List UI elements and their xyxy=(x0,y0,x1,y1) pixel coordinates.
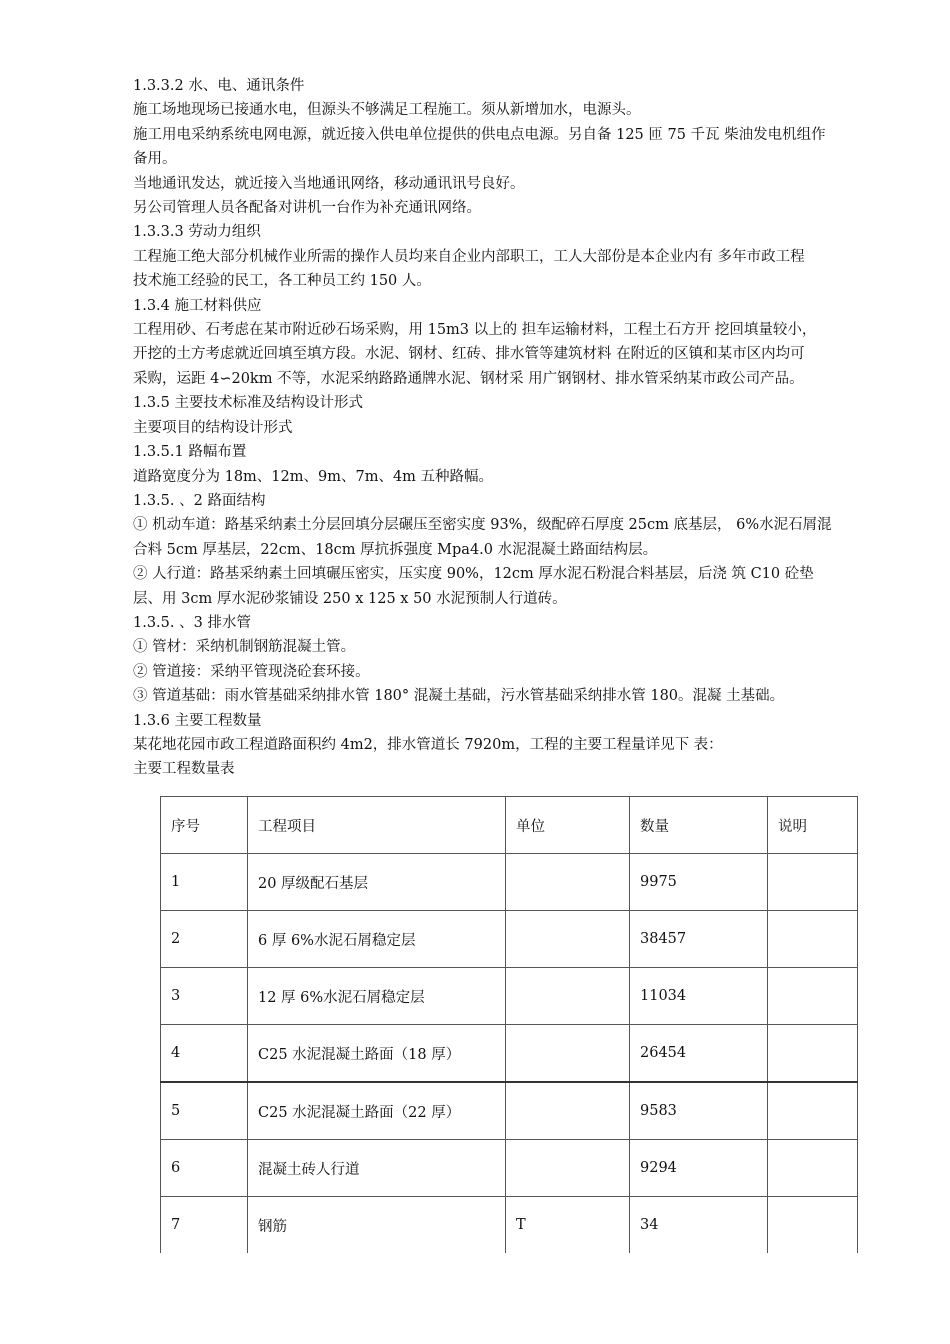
paragraph-line: 施工用电采纳系统电网电源，就近接入供电单位提供的供电点电源。另自备 125 匝 75 千瓦 柴油发电机组作 xyxy=(133,126,826,143)
cell-item: C25 水泥混凝土路面（22 厚） xyxy=(248,1082,506,1140)
cell-item: C25 水泥混凝土路面（18 厚） xyxy=(248,1025,506,1083)
header-cell-quantity: 数量 xyxy=(630,797,768,854)
header-cell-unit: 单位 xyxy=(506,797,630,854)
paragraph-line: 施工场地现场已接通水电，但源头不够满足工程施工。须从新增加水，电源头。 xyxy=(133,102,641,119)
cell-notes xyxy=(768,1140,858,1197)
table-row xyxy=(161,1197,858,1254)
table-caption: 主要工程数量表 xyxy=(133,761,235,778)
cell-unit xyxy=(506,1082,630,1140)
heading-drainage-pipe: 1.3.5. 、3 排水管 xyxy=(133,614,251,631)
paragraph-line: 采购，运距 4∽20km 不等，水泥采纳路路通牌水泥、钢材采 用广钢钢材、排水管采纳某市政公司产品。 xyxy=(133,370,804,387)
heading-material-supply: 1.3.4 施工材料供应 xyxy=(133,297,262,314)
paragraph-line: 合料 5cm 厚基层，22cm、18cm 厚抗拆强度 Mpa4.0 水泥混凝土路面结构层。 xyxy=(133,541,658,558)
table-row xyxy=(161,1082,858,1140)
cell-quantity: 26454 xyxy=(630,1025,768,1083)
cell-unit xyxy=(506,911,630,968)
cell-item: 12 厚 6%水泥石屑稳定层 xyxy=(248,968,506,1025)
paragraph-line: 层、用 3cm 厚水泥砂浆铺设 250 x 125 x 50 水泥预制人行道砖。 xyxy=(133,590,567,607)
paragraph-line: 技术施工经验的民工，各工种员工约 150 人。 xyxy=(133,273,431,290)
cell-notes xyxy=(768,1197,858,1254)
paragraph-line: 某花地花园市政工程道路面积约 4m2，排水管道长 7920m，工程的主要工程量详见下 表： xyxy=(133,736,723,753)
paragraph-line: 开挖的土方考虑就近回填至填方段。水泥、钢材、红砖、排水管等建筑材料 在附近的区镇和某市区内均可 xyxy=(133,346,805,363)
cell-notes xyxy=(768,911,858,968)
cell-item: 20 厚级配石基层 xyxy=(248,854,506,911)
cell-item: 钢筋 xyxy=(248,1197,506,1254)
table-row xyxy=(161,1025,858,1083)
cell-quantity: 9975 xyxy=(630,854,768,911)
cell-notes xyxy=(768,1082,858,1140)
paragraph-line: 主要项目的结构设计形式 xyxy=(133,419,293,436)
heading-pavement-structure: 1.3.5. 、2 路面结构 xyxy=(133,492,266,509)
cell-quantity: 38457 xyxy=(630,911,768,968)
cell-index: 2 xyxy=(161,911,248,968)
cell-index: 7 xyxy=(161,1197,248,1254)
cell-notes xyxy=(768,968,858,1025)
table-row xyxy=(161,1140,858,1197)
cell-unit xyxy=(506,968,630,1025)
cell-unit xyxy=(506,854,630,911)
list-item: ② 人行道：路基采纳素土回填碾压密实，压实度 90%，12cm 厚水泥石粉混合料基层，后浇 筑 C10 砼垫 xyxy=(133,566,814,583)
cell-quantity: 34 xyxy=(630,1197,768,1254)
table-row xyxy=(161,911,858,968)
heading-main-quantities: 1.3.6 主要工程数量 xyxy=(133,712,262,729)
heading-water-power-comm: 1.3.3.2 水、电、通讯条件 xyxy=(133,78,305,94)
cell-quantity: 9294 xyxy=(630,1140,768,1197)
cell-index: 6 xyxy=(161,1140,248,1197)
cell-quantity: 9583 xyxy=(630,1082,768,1140)
list-item: ① 机动车道：路基采纳素土分层回填分层碾压至密实度 93%，级配碎石厚度 25cm 底基层， 6%水泥石屑混 xyxy=(133,517,832,534)
cell-index: 5 xyxy=(161,1082,248,1140)
header-cell-notes: 说明 xyxy=(768,797,858,854)
paragraph-line: 另公司管理人员各配备对讲机一台作为补充通讯网络。 xyxy=(133,200,481,217)
cell-notes xyxy=(768,854,858,911)
paragraph-line: 当地通讯发达，就近接入当地通讯网络，移动通讯讯号良好。 xyxy=(133,175,525,192)
list-item: ③ 管道基础：雨水管基础采纳排水管 180° 混凝土基础，污水管基础采纳排水管 180。混凝 土基础。 xyxy=(133,688,785,705)
table-row xyxy=(161,968,858,1025)
cell-unit xyxy=(506,1025,630,1083)
quantity-table xyxy=(160,796,858,1253)
list-item: ① 管材：采纳机制钢筋混凝土管。 xyxy=(133,639,356,656)
header-cell-item: 工程项目 xyxy=(248,797,506,854)
cell-item: 6 厚 6%水泥石屑稳定层 xyxy=(248,911,506,968)
cell-unit xyxy=(506,1140,630,1197)
paragraph-line: 备用。 xyxy=(133,151,177,168)
cell-unit: T xyxy=(506,1197,630,1254)
paragraph-line: 工程施工绝大部分机械作业所需的操作人员均来自企业内部职工，工人大部份是本企业内有 多年市政工程 xyxy=(133,248,805,265)
heading-road-width-layout: 1.3.5.1 路幅布置 xyxy=(133,444,247,461)
cell-index: 1 xyxy=(161,854,248,911)
heading-technical-standards: 1.3.5 主要技术标准及结构设计形式 xyxy=(133,395,364,412)
heading-labor-organization: 1.3.3.3 劳动力组织 xyxy=(133,224,261,241)
table-row xyxy=(161,854,858,911)
header-cell-index: 序号 xyxy=(161,797,248,854)
cell-item: 混凝土砖人行道 xyxy=(248,1140,506,1197)
paragraph-line: 道路宽度分为 18m、12m、9m、7m、4m 五种路幅。 xyxy=(133,468,494,485)
cell-notes xyxy=(768,1025,858,1083)
table-header-row xyxy=(161,797,858,854)
list-item: ② 管道接：采纳平管现浇砼套环接。 xyxy=(133,663,370,680)
cell-index: 4 xyxy=(161,1025,248,1083)
cell-index: 3 xyxy=(161,968,248,1025)
cell-quantity: 11034 xyxy=(630,968,768,1025)
paragraph-line: 工程用砂、石考虑在某市附近砂石场采购，用 15m3 以上的 担车运输材料，工程土石方开 挖回填量较小， xyxy=(133,322,817,339)
document-body xyxy=(133,74,893,782)
